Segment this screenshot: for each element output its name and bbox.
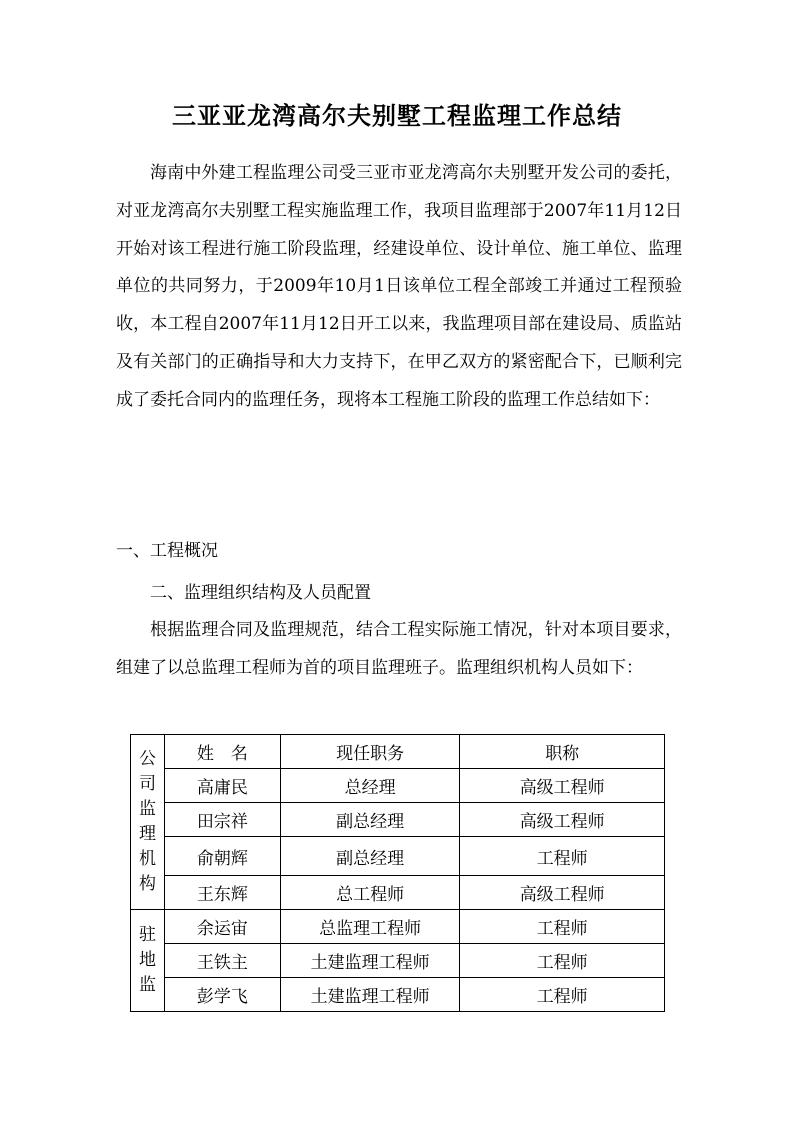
cell-name: 高庸民 (164, 769, 280, 803)
cell-name: 余运宙 (164, 910, 280, 944)
section-heading-overview: 一、工程概况 (116, 541, 218, 561)
cell-title: 高级工程师 (460, 769, 665, 803)
organization-paragraph: 根据监理合同及监理规范，结合工程实际施工情况，针对本项目要求，组建了以总监理工程师为首的项目监理班子。监理组织机构人员如下： (116, 620, 682, 678)
section-heading-organization: 二、监理组织结构及人员配置 (150, 583, 371, 603)
cell-title: 工程师 (460, 944, 665, 978)
cell-name: 俞朝辉 (164, 837, 280, 876)
group-char: 理 (138, 824, 156, 844)
table-row (131, 944, 665, 978)
header-position: 现任职务 (280, 735, 460, 769)
group-char: 监 (138, 975, 156, 995)
cell-title: 工程师 (460, 837, 665, 876)
cell-name: 彭学飞 (164, 978, 280, 1012)
document-title: 三亚亚龙湾高尔夫别墅工程监理工作总结 (172, 101, 622, 130)
group-char: 监 (138, 799, 156, 819)
group-char: 机 (138, 849, 156, 869)
group-char: 构 (138, 874, 156, 894)
header-name: 姓 名 (164, 735, 280, 769)
cell-name: 王东辉 (164, 876, 280, 910)
table-header-row (131, 735, 665, 769)
table-row (131, 910, 665, 944)
group-char: 司 (138, 774, 156, 794)
group-char: 地 (138, 950, 156, 970)
staff-table (130, 734, 665, 1012)
group-label-site (131, 910, 165, 1012)
cell-title: 高级工程师 (460, 803, 665, 837)
cell-position: 总监理工程师 (280, 910, 460, 944)
table-row (131, 837, 665, 876)
cell-position: 土建监理工程师 (280, 944, 460, 978)
table-row (131, 876, 665, 910)
cell-name: 王铁主 (164, 944, 280, 978)
group-char: 驻 (138, 925, 156, 945)
cell-title: 工程师 (460, 910, 665, 944)
cell-position: 总工程师 (280, 876, 460, 910)
table-row (131, 803, 665, 837)
cell-position: 总经理 (280, 769, 460, 803)
cell-position: 副总经理 (280, 803, 460, 837)
cell-title: 工程师 (460, 978, 665, 1012)
cell-name: 田宗祥 (164, 803, 280, 837)
cell-position: 土建监理工程师 (280, 978, 460, 1012)
cell-title: 高级工程师 (460, 876, 665, 910)
group-char: 公 (138, 749, 156, 769)
cell-position: 副总经理 (280, 837, 460, 876)
group-label-company (131, 735, 165, 910)
intro-paragraph: 海南中外建工程监理公司受三亚市亚龙湾高尔夫别墅开发公司的委托，对亚龙湾高尔夫别墅工程实施监理工作，我项目监理部于2007年11月12日开始对该工程进行施工阶段监理，经建设单位、设计单位、施工单位、监理单位的共同努力，于2009年10月1日该单位工程全部竣工并通过工程预验收，本工程自2007年11月12日开工以来，我监理项目部在建设局、质监站及有关部门的正确指导和大力支持下，在甲乙双方的紧密配合下，已顺利完成了委托合同内的监理任务，现将本工程施工阶段的监理工作总结如下： (116, 163, 682, 410)
header-title: 职称 (460, 735, 665, 769)
table-row (131, 978, 665, 1012)
table-row (131, 769, 665, 803)
